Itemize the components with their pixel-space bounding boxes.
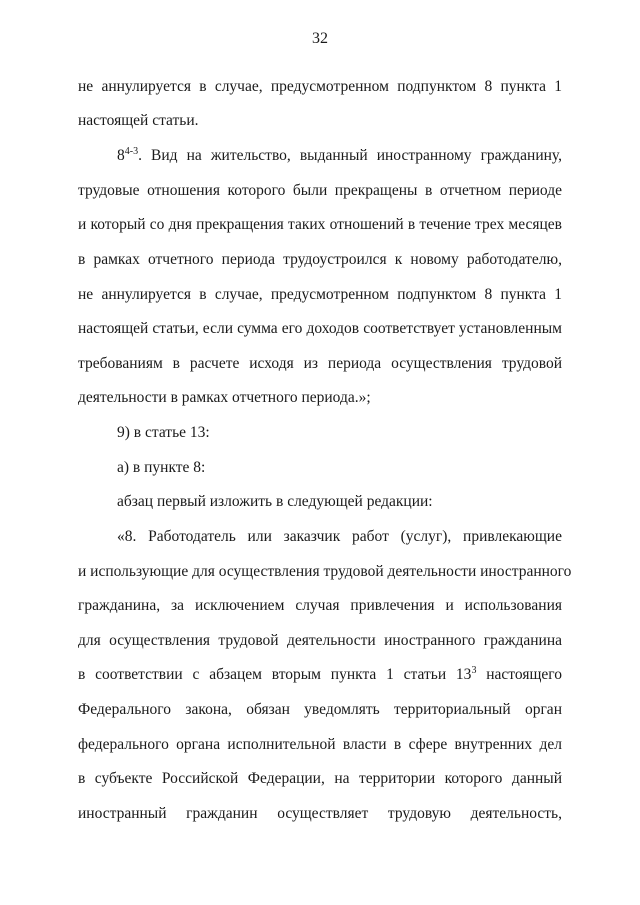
text-line-18 <box>78 665 562 685</box>
text-line-14: «8. Работодатель или заказчик работ (услуг), привлекающие <box>117 528 562 545</box>
paragraph-text: . Вид на жительство, выданный иностранному гражданину, <box>138 147 562 164</box>
text-line-2: настоящей статьи. <box>78 112 199 129</box>
text-line-19: Федерального закона, обязан уведомлять территориальный орган <box>78 701 562 718</box>
text-line-10: деятельности в рамках отчетного периода.»; <box>78 389 371 406</box>
text-line-18-main: в соответствии с абзацем вторым пункта 1 статьи 13 <box>78 666 472 683</box>
text-line-18-rest: настоящего <box>476 666 562 683</box>
paragraph-8-4-3-heading <box>117 146 562 166</box>
paragraph-number-superscript: 4-3 <box>124 145 139 157</box>
page-number: 32 <box>312 30 328 47</box>
text-line-7: не аннулируется в случае, предусмотренном подпунктом 8 пункта 1 <box>78 286 562 303</box>
item-9-heading: 9) в статье 13: <box>117 424 210 441</box>
text-line-17: для осуществления трудовой деятельности иностранного гражданина <box>78 632 562 649</box>
text-line-16: гражданина, за исключением случая привлечения и использования <box>78 597 562 614</box>
text-line-9: требованиям в расчете исходя из периода осуществления трудовой <box>78 355 562 372</box>
text-line-20: федерального органа исполнительной власти в сфере внутренних дел <box>78 736 562 753</box>
text-line-15: и использующие для осуществления трудовой деятельности иностранного <box>78 563 572 580</box>
text-line-22: иностранный гражданин осуществляет трудовую деятельность, <box>78 805 562 822</box>
text-line-6: в рамках отчетного периода трудоустроился к новому работодателю, <box>78 251 562 268</box>
text-line-4: трудовые отношения которого были прекращены в отчетном периоде <box>78 182 562 199</box>
article-superscript: 3 <box>471 664 477 676</box>
paragraph-number: 8 <box>117 147 125 164</box>
instruction-line: абзац первый изложить в следующей редакции: <box>117 493 433 510</box>
text-line-5: и который со дня прекращения таких отношений в течение трех месяцев <box>78 216 562 233</box>
text-line-8: настоящей статьи, если сумма его доходов соответствует установленным <box>78 320 562 337</box>
subitem-a-heading: а) в пункте 8: <box>117 459 206 476</box>
text-line-21: в субъекте Российской Федерации, на территории которого данный <box>78 770 562 787</box>
text-line-1: не аннулируется в случае, предусмотренном подпунктом 8 пункта 1 <box>78 78 562 95</box>
